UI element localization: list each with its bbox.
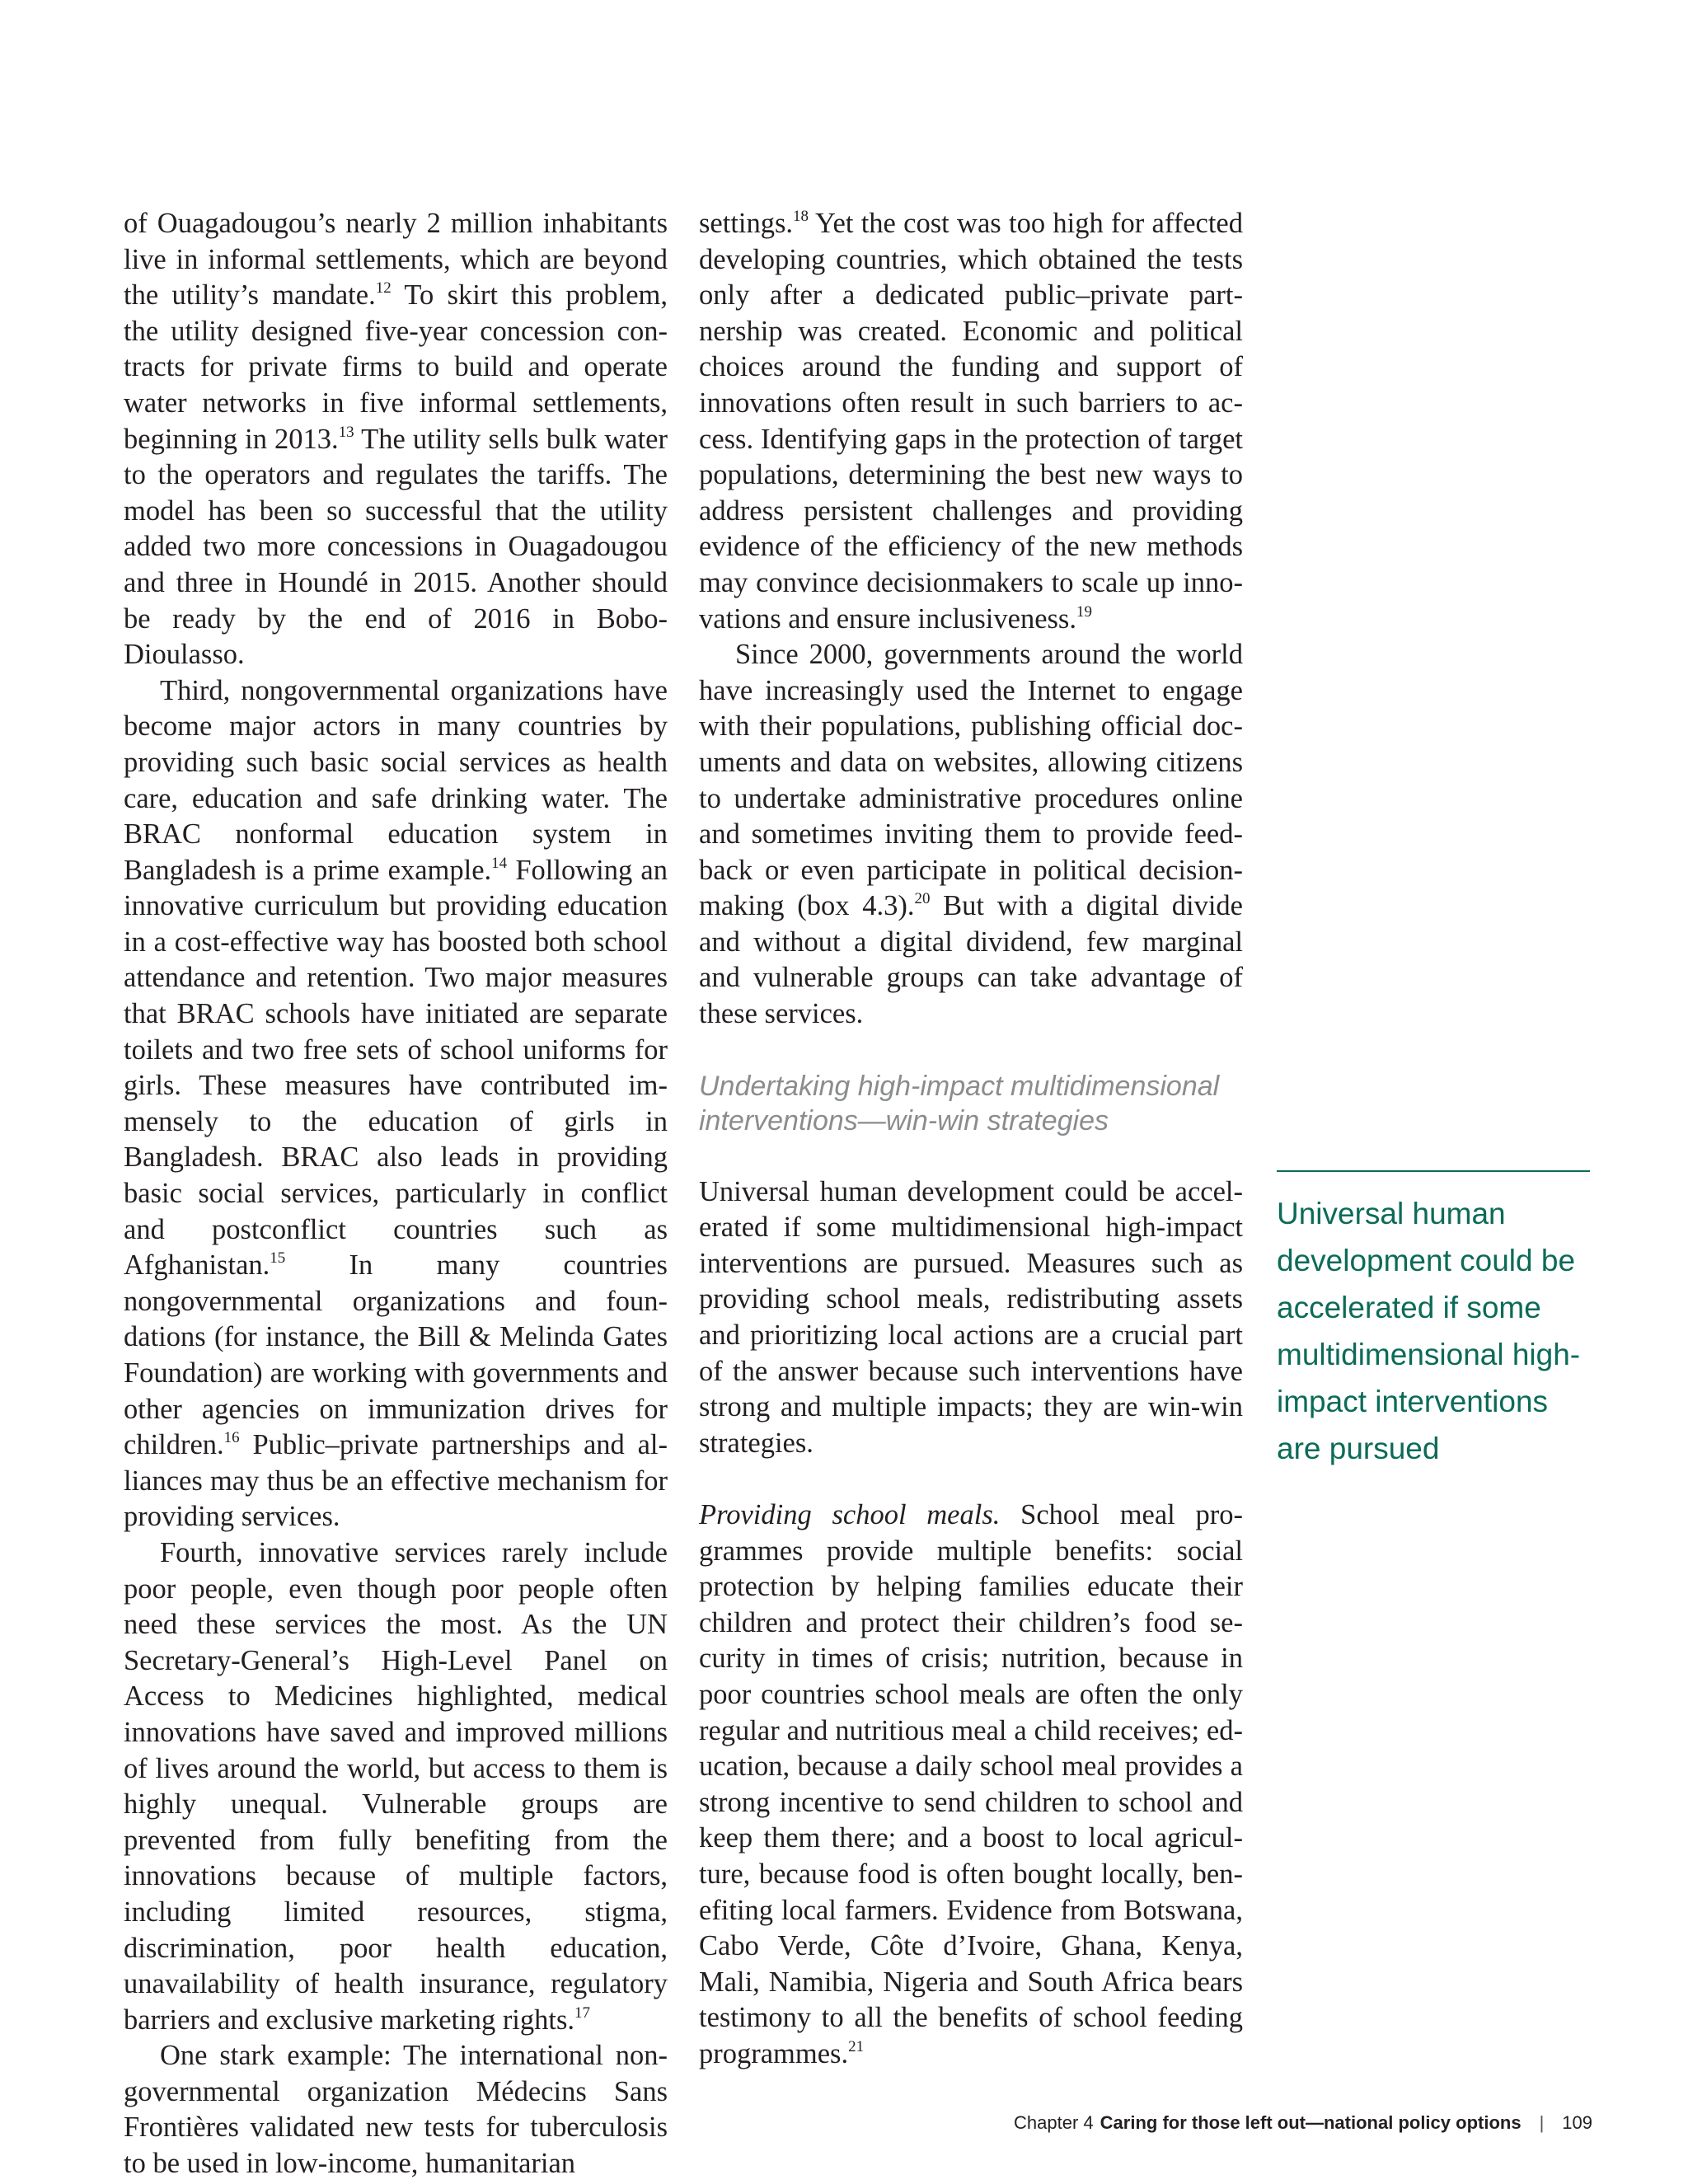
footnote-ref[interactable]: 20: [914, 890, 931, 908]
body-paragraph: Third, nongovernmental organizations have become major actors in many countries by providing such basic social services as health care, education and safe drinking water. The BRAC nonformal education system in Bangladesh is a prime example.$^{14}$ Following an innovative curriculum but providing education in a cost-effective way has boosted both school attendance and retention. Two major measures that BRAC schools have initiated are separate toilets and two free sets of school uniforms for girls. These measures have contributed immensely to the education of girls in Bangladesh. BRAC also leads in providing basic social services, particularly in conflict and postconflict countries such as Afghanistan.$^{15}$ In many countries nongovernmental organizations and foundations (for instance, the Bill & Melinda Gates Foundation) are working with governments and other agencies on immunization drives for children.$^{16}$ Public–private partnerships and alliances may thus be an effective mechanism for providing services.: [124, 674, 668, 1533]
footer-separator: |: [1539, 2112, 1545, 2133]
paragraph-gap: [699, 1461, 1243, 1497]
page-number: 109: [1562, 2112, 1592, 2133]
right-column: [699, 206, 1243, 2073]
page-footer: [1014, 2111, 1592, 2135]
footnote-ref[interactable]: 16: [223, 1428, 240, 1446]
left-column: [124, 206, 668, 2182]
footnote-ref[interactable]: 12: [375, 279, 392, 297]
section-subheading: Undertaking high-impact multidimensional interventions—win-win strategies: [699, 1070, 1220, 1137]
body-paragraph: Providing school meals. School meal programmes provide multiple benefits: social protection by helping families educate their children and protect their children’s food security in times of crisis; nutrition, because in poor countries school meals are often the only regular and nutritious meal a child receives; education, because a daily school meal provides a strong incentive to send children to school and keep them there; and a boost to local agriculture, because food is often bought locally, benefiting local farmers. Evidence from Botswana, Cabo Verde, Côte d’Ivoire, Ghana, Kenya, Mali, Namibia, Nigeria and South Africa bears testimony to all the benefits of school feeding programmes.$^{21}$: [699, 1499, 1244, 2069]
footer-chapter-title: Caring for those left out—national policy options: [1100, 2112, 1522, 2133]
footnote-ref[interactable]: 18: [793, 207, 809, 225]
pull-quote: Universal human development could be accelerated if some multidimensional high-impact interventions are pursued: [1277, 1170, 1590, 1472]
footnote-ref[interactable]: 17: [574, 2004, 590, 2022]
footnote-ref[interactable]: 21: [848, 2037, 865, 2055]
footnote-ref[interactable]: 14: [491, 854, 508, 872]
body-paragraph: Fourth, innovative services rarely include poor people, even though poor people often need these services the most. As the UN Secretary-General’s High-Level Panel on Access to Medicines highlighted, medical innovations have saved and improved millions of lives around the world, but access to them is highly unequal. Vulnerable groups are prevented from fully benefiting from the innovations because of multiple factors, including limited resources, stigma, discrimination, poor health education, unavailability of health insurance, regulatory barriers and exclusive marketing rights.$^{17}$: [124, 1536, 668, 2036]
body-paragraph: One stark example: The international nongovernmental organization Médecins Sans Frontières validated new tests for tuberculosis to be used in low-income, humanitarian: [124, 2040, 668, 2180]
body-paragraph: settings.$^{18}$ Yet the cost was too high for affected developing countries, which obtained the tests only after a dedicated public–private partnership was created. Economic and political choices around the funding and support of innovations often result in such barriers to access. Identifying gaps in the protection of target populations, determining the best new ways to address persistent challenges and providing evidence of the efficiency of the new methods may convince decisionmakers to scale up innovations and ensure inclusiveness.$^{19}$: [699, 207, 1243, 635]
footer-chapter: Chapter 4: [1014, 2112, 1094, 2133]
body-paragraph: of Ouagadougou’s nearly 2 million inhabitants live in informal settlements, which are beyond the utility’s mandate.$^{12}$ To skirt this problem, the utility designed five-year concession contracts for private firms to build and operate water networks in five informal settlements, beginning in 2013.13 The utility sells bulk water to the operators and regulates the tariffs. The model has been so successful that the utility added two more concessions in Ouagadougou and three in Houndé in 2015. Another should be ready by the end of 2016 in Bobo-Dioulasso.: [124, 208, 668, 671]
footnote-ref[interactable]: 15: [270, 1249, 286, 1267]
body-paragraph: Since 2000, governments around the world have increasingly used the Internet to engage with their populations, publishing official documents and data on websites, allowing citizens to undertake administrative procedures online and sometimes inviting them to provide feedback or even participate in political decisionmaking (box 4.3).$^{20}$ But with a digital divide and without a digital dividend, few marginal and vulnerable groups can take advantage of these services.: [699, 639, 1243, 1030]
footnote-ref[interactable]: 19: [1076, 602, 1092, 621]
body-paragraph: Universal human development could be accelerated if some multidimensional high-impact interventions are pursued. Measures such as providing school meals, redistributing assets and prioritizing local actions are a crucial part of the answer because such interventions have strong and multiple impacts; they are win-win strategies.: [699, 1175, 1243, 1459]
run-in-heading: Providing school meals.: [699, 1499, 1001, 1530]
footnote-ref[interactable]: 13: [338, 423, 354, 441]
